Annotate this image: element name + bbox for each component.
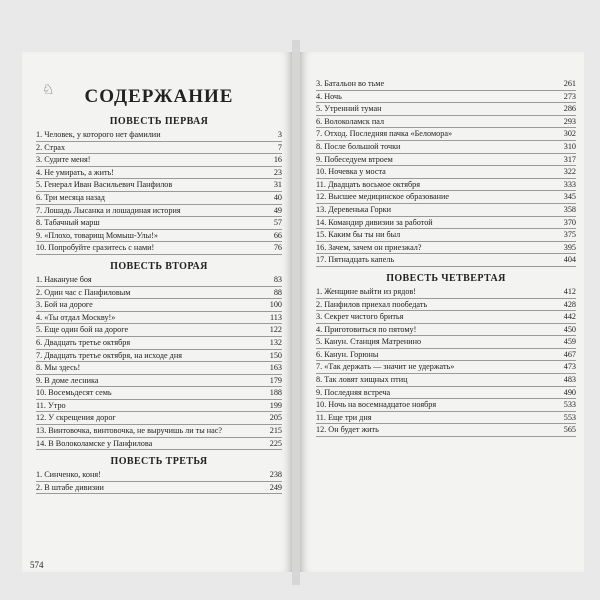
toc-entry-title: 4. Приготовиться по пятому!	[316, 324, 417, 334]
toc-entry-title: 14. Командир дивизии за работой	[316, 217, 433, 227]
toc-entry-page: 49	[273, 205, 282, 215]
publisher-mark-icon: ♘	[42, 83, 55, 98]
toc-entry-page: 40	[273, 192, 282, 202]
toc-entry	[316, 286, 576, 299]
toc-entry	[36, 167, 282, 180]
toc-entry	[36, 375, 282, 388]
page-number: 574	[30, 560, 44, 570]
toc-entry-title: 6. Три месяца назад	[36, 192, 105, 202]
toc-entry	[316, 254, 576, 267]
toc-entry-title: 8. После большой точки	[316, 141, 401, 151]
toc-entry	[316, 361, 576, 374]
toc-entry	[316, 242, 576, 255]
toc-entry-page: 249	[269, 482, 282, 492]
toc-entry-page: 31	[273, 180, 282, 190]
toc-entry	[36, 337, 282, 350]
toc-entry	[316, 399, 576, 412]
toc-entry-page: 205	[269, 413, 282, 423]
toc-entry	[36, 362, 282, 375]
toc-entry-title: 12. У скрещения дорог	[36, 413, 116, 423]
toc-entry-page: 286	[563, 104, 576, 114]
toc-entry-page: 310	[563, 141, 576, 151]
toc-entry-title: 1. Женщине выйти из рядов!	[316, 286, 417, 296]
right-toc-continued	[316, 78, 576, 267]
right-page	[300, 52, 584, 572]
toc-entry	[316, 299, 576, 312]
toc-entry	[316, 141, 576, 154]
toc-entry-title: 2. В штабе дивизии	[36, 482, 104, 492]
toc-entry-title: 3. Батальон во тьме	[316, 79, 385, 88]
toc-entry-page: 3	[277, 130, 282, 139]
toc-entry-page: 467	[563, 349, 576, 359]
toc-entry	[36, 154, 282, 167]
page-title: СОДЕРЖАНИЕ	[84, 86, 234, 107]
toc-entry-page: 473	[563, 362, 576, 372]
toc-entry-title: 16. Зачем, зачем он приезжал?	[316, 242, 422, 252]
toc-entry-title: 1. Накануне боя	[36, 274, 92, 284]
toc-entry-title: 12. Он будет жить	[316, 425, 379, 435]
toc-entry	[316, 128, 576, 141]
toc-entry-page: 483	[563, 375, 576, 385]
toc-entry-title: 5. Утренний туман	[316, 104, 382, 114]
toc-entry-title: 9. «Плохо, товарищ Момыш-Улы!»	[36, 230, 158, 240]
toc-entry-title: 9. Побеседуем втроем	[316, 154, 393, 164]
toc-entry-title: 3. Судите меня!	[36, 155, 91, 165]
toc-entry-page: 442	[563, 312, 576, 322]
toc-entry-title: 7. «Так держать — значит не удержать»	[316, 362, 455, 372]
toc-entry-title: 4. Ночь	[316, 91, 342, 101]
toc-entry-page: 317	[563, 154, 576, 164]
toc-entry-title: 13. Деревенька Горки	[316, 204, 391, 214]
toc-entry	[316, 179, 576, 192]
toc-entry-page: 565	[563, 425, 576, 435]
toc-entry-title: 8. Мы здесь!	[36, 363, 81, 373]
toc-entry-page: 150	[269, 350, 282, 360]
toc-entry-title: 4. «Ты отдал Москву!»	[36, 312, 116, 322]
left-toc	[36, 116, 282, 494]
toc-entry-page: 553	[563, 412, 576, 422]
toc-entry-title: 8. Так ловят хищных птиц	[316, 375, 408, 385]
toc-entry	[36, 192, 282, 205]
toc-entry-title: 2. Панфилов приехал пообедать	[316, 299, 428, 309]
toc-entry-title: 10. Ночевка у моста	[316, 167, 386, 177]
toc-entry	[316, 424, 576, 437]
toc-entry-page: 179	[269, 375, 282, 385]
toc-entry	[316, 78, 576, 91]
toc-entry	[36, 217, 282, 230]
toc-entry-page: 215	[269, 426, 282, 436]
section-heading: ПОВЕСТЬ ЧЕТВЕРТАЯ	[386, 272, 506, 284]
toc-entry	[36, 205, 282, 218]
toc-entry-page: 412	[563, 286, 576, 296]
toc-entry	[36, 242, 282, 255]
toc-entry	[36, 425, 282, 438]
toc-entry-page: 57	[273, 218, 282, 228]
toc-entry-title: 11. Двадцать восьмое октября	[316, 179, 421, 189]
toc-entry-page: 261	[563, 79, 576, 88]
toc-entry	[316, 349, 576, 362]
toc-entry-title: 2. Один час с Панфиловым	[36, 287, 131, 297]
toc-entry-page: 490	[563, 387, 576, 397]
section-heading: ПОВЕСТЬ ПЕРВАЯ	[109, 116, 209, 127]
toc-entry-title: 15. Каким бы ты ни был	[316, 230, 401, 240]
toc-entry-title: 7. Лошадь Лысанка и лошадиная история	[36, 205, 181, 215]
toc-entry	[36, 312, 282, 325]
toc-entry-page: 76	[273, 243, 282, 253]
toc-entry-title: 7. Отход. Последняя пачка «Беломора»	[316, 129, 453, 139]
toc-entry-page: 293	[563, 116, 576, 126]
toc-entry	[316, 91, 576, 104]
toc-entry-page: 132	[269, 337, 282, 347]
toc-entry	[36, 350, 282, 363]
toc-entry-page: 225	[269, 438, 282, 448]
toc-entry-title: 11. Еще три дня	[316, 412, 372, 422]
toc-entry-page: 122	[269, 325, 282, 335]
toc-entry-page: 345	[563, 192, 576, 202]
toc-entry-title: 6. Волоколамск пал	[316, 116, 385, 126]
toc-entry	[36, 412, 282, 425]
toc-entry-page: 322	[563, 167, 576, 177]
toc-entry-page: 66	[273, 230, 282, 240]
toc-entry-title: 1. Синченко, коня!	[36, 470, 101, 480]
toc-entry	[316, 229, 576, 242]
toc-entry	[36, 400, 282, 413]
toc-entry	[36, 482, 282, 495]
toc-entry-title: 3. Бой на дороге	[36, 300, 93, 310]
toc-entry	[316, 103, 576, 116]
toc-entry	[316, 191, 576, 204]
toc-entry	[36, 230, 282, 243]
toc-entry-title: 1. Человек, у которого нет фамилии	[36, 130, 161, 139]
toc-entry	[36, 299, 282, 312]
toc-entry-title: 12. Высшее медицинское образование	[316, 192, 450, 202]
toc-entry	[316, 154, 576, 167]
toc-entry-page: 375	[563, 230, 576, 240]
toc-entry	[36, 324, 282, 337]
toc-entry-page: 370	[563, 217, 576, 227]
left-page	[22, 52, 292, 572]
toc-entry	[316, 204, 576, 217]
toc-entry	[36, 129, 282, 142]
toc-entry	[36, 142, 282, 155]
toc-entry	[316, 412, 576, 425]
toc-entry-title: 13. Винтовочка, винтовочка, не выручишь ли ты нас?	[36, 426, 223, 436]
toc-entry-title: 6. Канун. Горюны	[316, 349, 379, 359]
toc-entry	[36, 287, 282, 300]
toc-entry-title: 7. Двадцать третье октября, на исходе дня	[36, 350, 182, 360]
toc-entry-page: 450	[563, 324, 576, 334]
toc-entry-page: 395	[563, 242, 576, 252]
toc-entry-title: 2. Страх	[36, 142, 66, 152]
toc-entry	[316, 116, 576, 129]
toc-entry-title: 10. Восемьдесят семь	[36, 388, 112, 398]
toc-entry	[316, 217, 576, 230]
toc-entry-page: 16	[273, 155, 282, 165]
toc-entry	[36, 387, 282, 400]
toc-entry-page: 404	[563, 255, 576, 265]
toc-entry-title: 9. В доме лесника	[36, 375, 99, 385]
toc-entry-page: 358	[563, 204, 576, 214]
toc-entry	[316, 387, 576, 400]
toc-entry	[36, 438, 282, 451]
toc-entry-page: 7	[277, 142, 282, 152]
toc-entry	[316, 166, 576, 179]
toc-entry	[36, 179, 282, 192]
toc-entry	[36, 274, 282, 287]
section-heading: ПОВЕСТЬ ВТОРАЯ	[110, 260, 208, 272]
toc-entry-page: 533	[563, 400, 576, 410]
toc-entry-title: 14. В Волоколамске у Панфилова	[36, 438, 153, 448]
toc-entry-title: 11. Утро	[36, 400, 66, 410]
toc-entry-title: 5. Генерал Иван Васильевич Панфилов	[36, 180, 173, 190]
toc-entry-page: 238	[269, 470, 282, 480]
toc-entry-page: 83	[273, 274, 282, 284]
toc-entry	[316, 374, 576, 387]
toc-entry-title: 10. Ночь на восемнадцатое ноября	[316, 400, 437, 410]
toc-entry-title: 3. Секрет чистого бритья	[316, 312, 404, 322]
toc-entry-title: 6. Двадцать третье октября	[36, 337, 131, 347]
book-gutter	[292, 40, 300, 585]
section-heading: ПОВЕСТЬ ТРЕТЬЯ	[110, 456, 208, 468]
toc-entry-page: 333	[563, 179, 576, 189]
toc-entry-page: 199	[269, 400, 282, 410]
toc-entry-page: 188	[269, 388, 282, 398]
toc-entry-page: 273	[563, 91, 576, 101]
toc-entry	[36, 469, 282, 482]
toc-entry	[316, 311, 576, 324]
toc-entry-title: 5. Канун. Станция Матренино	[316, 337, 422, 347]
toc-entry-title: 17. Пятнадцать капель	[316, 255, 395, 265]
toc-entry-page: 100	[269, 300, 282, 310]
toc-entry	[316, 336, 576, 349]
toc-entry-title: 8. Табачный марш	[36, 218, 100, 228]
toc-entry	[316, 324, 576, 337]
toc-entry-page: 113	[270, 312, 282, 322]
toc-entry-page: 459	[563, 337, 576, 347]
toc-entry-page: 302	[563, 129, 576, 139]
right-toc-section	[316, 286, 576, 437]
toc-entry-title: 4. Не умирать, а жить!	[36, 167, 115, 177]
toc-entry-title: 10. Попробуйте сразитесь с нами!	[36, 243, 155, 253]
toc-entry-page: 88	[273, 287, 282, 297]
toc-entry-title: 9. Последняя встреча	[316, 387, 391, 397]
toc-entry-page: 163	[269, 363, 282, 373]
toc-entry-page: 23	[273, 167, 282, 177]
toc-entry-page: 428	[563, 299, 576, 309]
toc-entry-title: 5. Еще один бой на дороге	[36, 325, 129, 335]
